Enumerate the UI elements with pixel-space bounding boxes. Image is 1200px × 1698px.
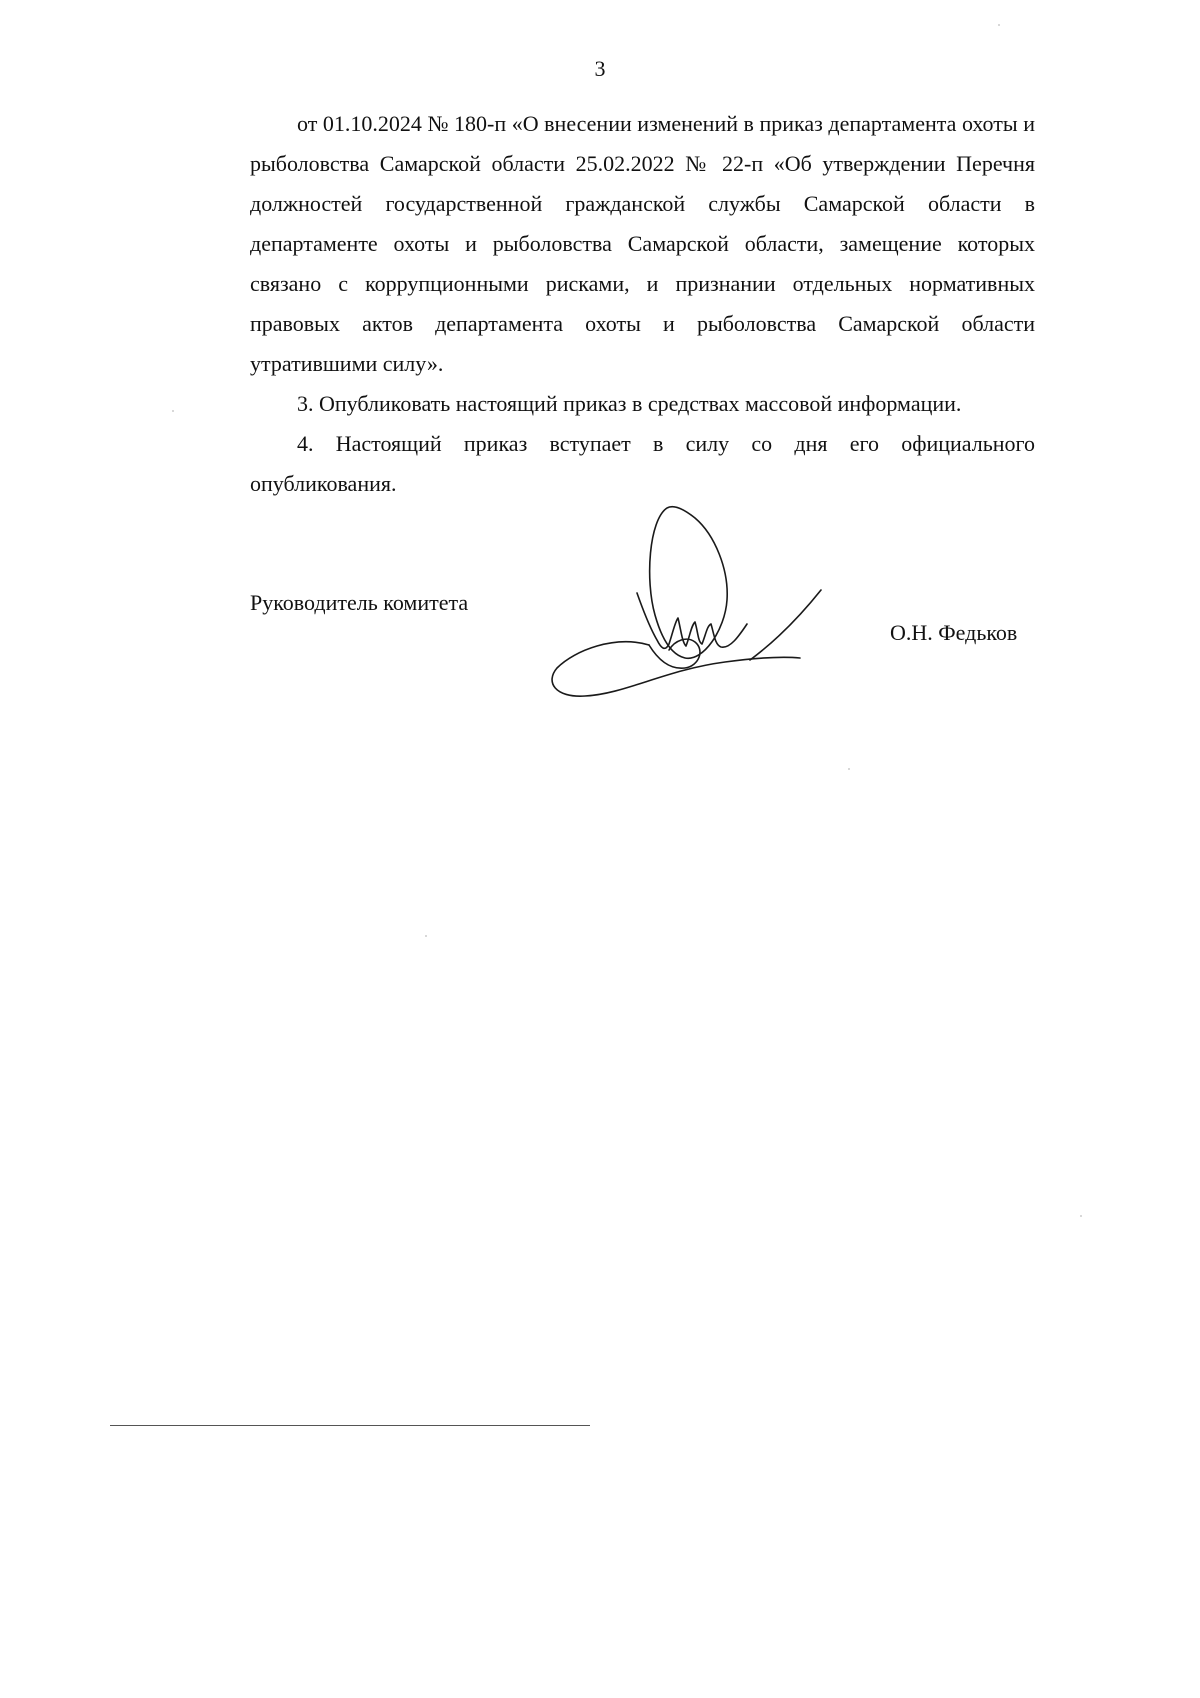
handwritten-signature [545,500,860,705]
item-4: 4. Настоящий приказ вступает в силу со дня его официального опубликования. [250,431,1035,496]
footer-divider [110,1425,590,1426]
paragraph-continuation: от 01.10.2024 № 180-п «О внесении изменений в приказ департамента охоты и рыболовства Самарской области 25.02.2022 № 22-п «Об утверждении Перечня должностей государственной гражданской службы Самарской области в департаменте охоты и рыболовства Самарской области, замещение которых связано с коррупционными рисками, и признании отдельных нормативных правовых актов департамента охоты и рыболовства Самарской области утратившими силу». [250,111,1035,376]
document-body [250,104,1035,504]
scan-artifact [172,410,174,412]
item-3: 3. Опубликовать настоящий приказ в средствах массовой информации. [297,391,962,416]
scan-artifact [1080,1215,1082,1217]
scan-artifact [848,768,850,770]
scan-artifact [425,935,427,937]
page-number: 3 [594,56,606,81]
signatory-title: Руководитель комитета [250,590,469,615]
signatory-name: О.Н. Федьков [890,620,1018,645]
scan-artifact [998,24,1000,26]
